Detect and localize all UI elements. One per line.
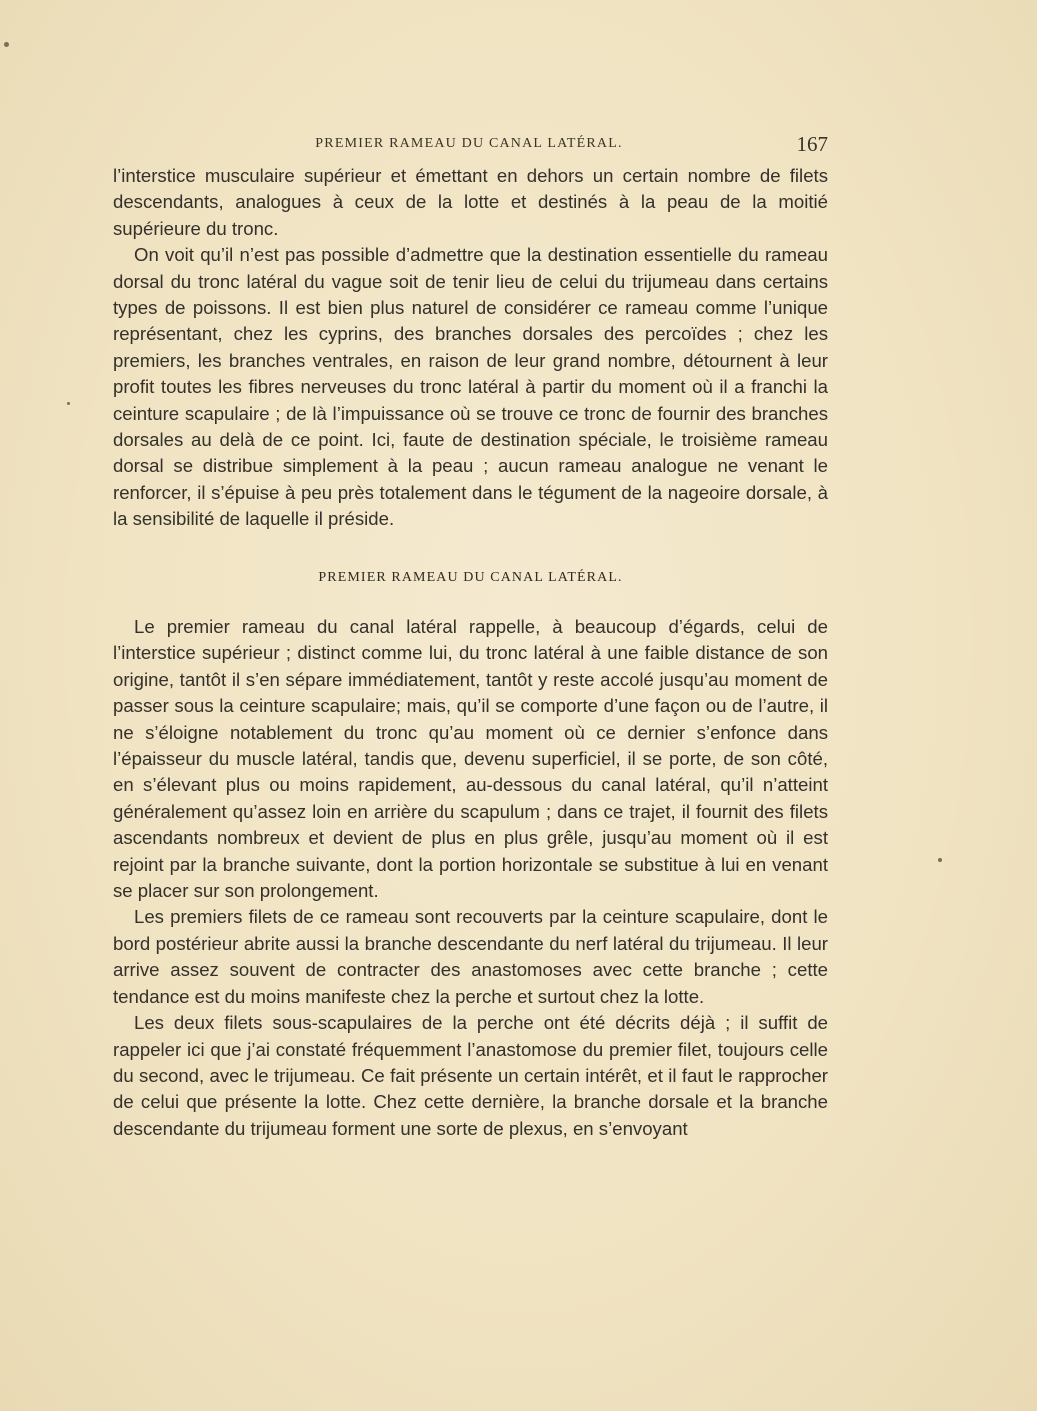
paper-speck <box>938 858 942 862</box>
text-block-lower <box>113 614 828 1142</box>
paper-speck <box>4 42 9 47</box>
paragraph: Les premiers filets de ce rameau sont recouverts par la ceinture scapulaire, dont le bord postérieur abrite aussi la branche descendante du nerf latéral du trijumeau. Il leur arrive assez souvent de contracter des anastomoses avec cette branche ; cette tendance est du moins manifeste chez la perche et surtout chez la lotte. <box>113 906 828 1007</box>
section-heading: PREMIER RAMEAU DU CANAL LATÉRAL. <box>318 570 623 585</box>
paragraph: l’interstice musculaire supérieur et émettant en dehors un certain nombre de filets descendants, analogues à ceux de la lotte et destinés à la peau de la moitié supérieure du tronc. <box>113 165 828 239</box>
paper-speck <box>67 402 70 405</box>
running-head <box>110 132 828 158</box>
running-title: PREMIER RAMEAU DU CANAL LATÉRAL. <box>315 136 623 151</box>
paragraph: Les deux filets sous-scapulaires de la perche ont été décrits déjà ; il suffit de rappeler ici que j’ai constaté fréquemment l’anastomose du premier filet, toujours celle du second, avec le trijumeau. Ce fait présente un certain intérêt, et il faut le rapprocher de celui que présente la lotte. Chez cette dernière, la branche dorsale et la branche descendante du trijumeau forment une sorte de plexus, en s’envoyant <box>113 1012 828 1139</box>
paragraph: On voit qu’il n’est pas possible d’admettre que la destination essentielle du rameau dorsal du tronc latéral du vague soit de tenir lieu de celui du trijumeau dans certains types de poissons. Il est bien plus naturel de considérer ce rameau comme l’unique représentant, chez les cyprins, des branches dorsales des percoïdes ; chez les premiers, les branches ventrales, en raison de leur grand nombre, détournent à leur profit toutes les fibres nerveuses du tronc latéral à partir du moment où il a franchi la ceinture scapulaire ; de là l’impuissance où se trouve ce tronc de fournir des branches dorsales au delà de ce point. Ici, faute de destination spéciale, le troisième rameau dorsal se distribue simplement à la peau ; aucun rameau analogue ne venant le renforcer, il s’épuise à peu près totalement dans le tégument de la nageoire dorsale, à la sensibilité de laquelle il préside. <box>113 244 828 530</box>
paragraph: Le premier rameau du canal latéral rappelle, à beaucoup d’égards, celui de l’interstice supérieur ; distinct comme lui, du tronc latéral à une faible distance de son origine, tantôt il s’en sépare immédiatement, tantôt y reste accolé jusqu’au moment de passer sous la ceinture scapulaire; mais, qu’il se comporte d’une façon ou de l’autre, il ne s’éloigne notablement du tronc qu’au moment où ce dernier s’enfonce dans l’épaisseur du muscle latéral, tandis que, devenu superficiel, il se porte, de son côté, en s’élevant plus ou moins rapidement, au-dessous du canal latéral, qu’il n’atteint généralement qu’assez loin en arrière du scapulum ; dans ce trajet, il fournit des filets ascendants nombreux et devient de plus en plus grêle, jusqu’au moment où il est rejoint par la branche suivante, dont la portion horizontale se substitue à lui en venant se placer sur son prolongement. <box>113 616 828 902</box>
page-number: 167 <box>796 132 828 156</box>
text-block-upper <box>113 163 828 533</box>
